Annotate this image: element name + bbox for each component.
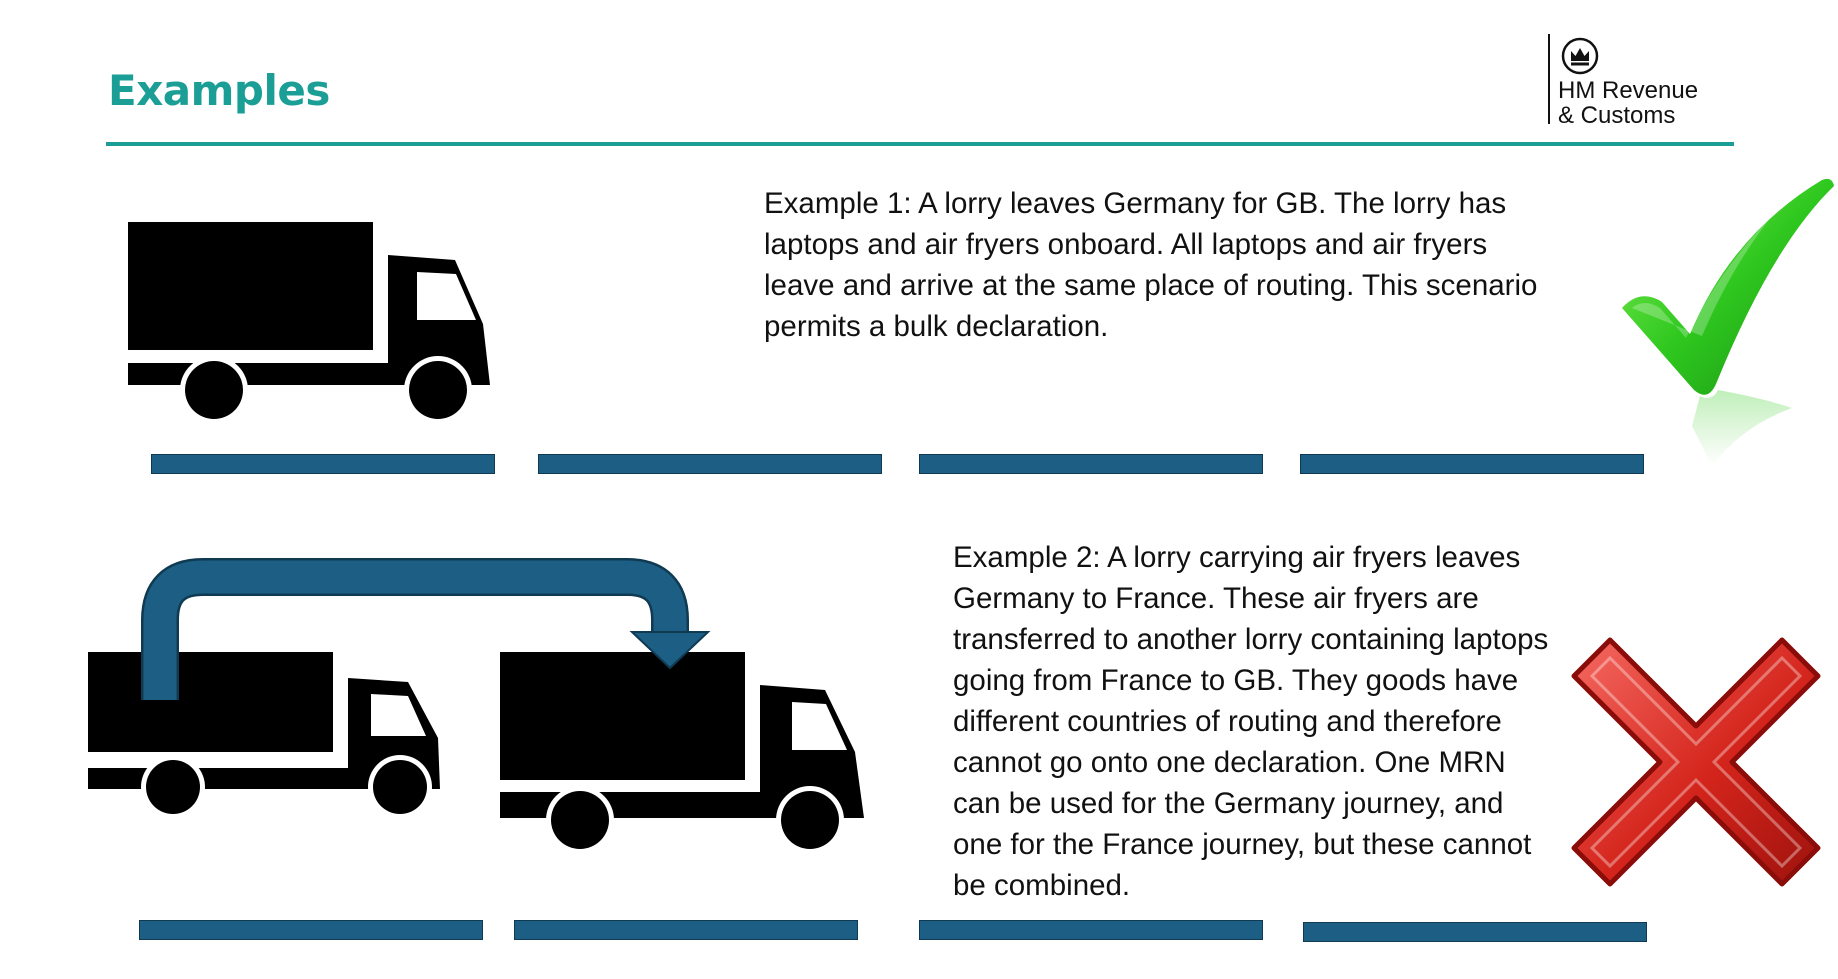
green-checkmark-icon [1622,176,1836,466]
hmrc-logo [1548,34,1728,130]
red-cross-icon [1570,636,1822,888]
road-segment [151,454,495,474]
road-segment [139,920,483,940]
logo-line-2: & Customs [1558,102,1676,129]
road-segment [1303,922,1647,942]
logo-text [1558,78,1698,128]
road-segment [538,454,882,474]
logo-line-1: HM Revenue [1558,77,1699,104]
crown-icon [1560,36,1600,76]
road-segment [919,454,1263,474]
lorry-icon [128,222,500,424]
road-segment [1300,454,1644,474]
road-segment [514,920,858,940]
logo-divider [1548,34,1550,124]
title-underline [106,142,1734,146]
road-segment [919,920,1263,940]
example-1-text: Example 1: A lorry leaves Germany for GB. The lorry has laptops and air fryers onboard. All laptops and air fryers leave and arrive at the same place of routing. This scenario permits a bulk declaration. [764,187,1538,343]
example-2-text: Example 2: A lorry carrying air fryers leaves Germany to France. These air fryers are transferred to another lorry containing laptops going from France to GB. They goods have different countries of routing and therefore cannot go onto one declaration. One MRN can be used for the Germany journey, and one for the France journey, but these cannot be combined. [953,541,1549,902]
transfer-arrow-icon [140,560,710,710]
slide-title: Examples [108,66,330,115]
